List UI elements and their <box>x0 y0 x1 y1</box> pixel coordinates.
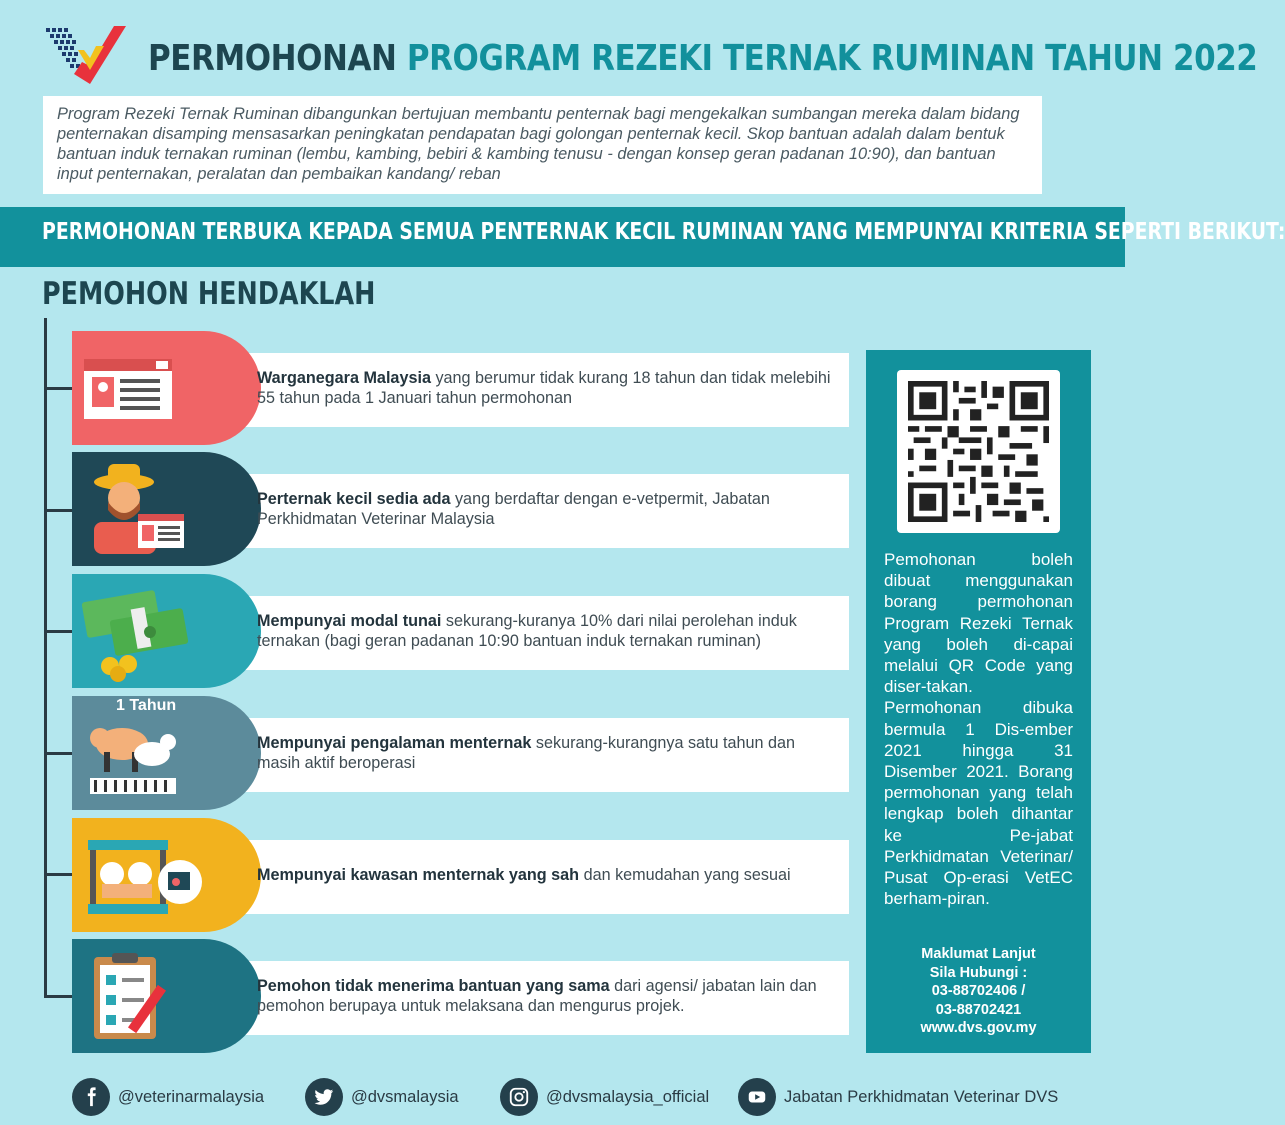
social-youtube[interactable] <box>738 1078 1058 1116</box>
criterion-text: Mempunyai kawasan menternak yang sah dan kemudahan yang sesuai <box>257 866 791 884</box>
page-title <box>148 38 1257 79</box>
twitter-icon <box>305 1078 343 1116</box>
title-part-1: PERMOHONAN <box>148 38 397 79</box>
criterion-farm-area <box>72 818 849 932</box>
website-link[interactable]: www.dvs.gov.my <box>920 1020 1037 1036</box>
qr-code-icon <box>908 381 1049 522</box>
farmer-icon <box>72 452 286 566</box>
criterion-cash-capital <box>72 574 849 688</box>
facebook-icon <box>72 1078 110 1116</box>
tree-branch <box>44 873 72 876</box>
qr-code[interactable] <box>897 370 1060 533</box>
money-icon <box>72 574 286 688</box>
criterion-registered-farmer <box>72 452 849 566</box>
dvs-logo <box>44 22 128 92</box>
phone-number-2: 03-88702421 <box>935 1001 1022 1018</box>
experience-badge: 1 Tahun <box>116 697 177 714</box>
criteria-banner-text: PERMOHONAN TERBUKA KEPADA SEMUA PENTERNAK KECIL RUMINAN YANG MEMPUNYAI KRITERIA SEPERTI BERIKUT: <box>42 219 1285 245</box>
intro-text: Program Rezeki Ternak Ruminan dibangunkan bertujuan membantu penternak bagi mengekalkan sumbangan mereka dalam bidang penternakan disamping mensasarkan peningkatan pendapatan bagi golongan penternak kecil. Skop bantuan adalah dalam bentuk bantuan induk ternakan ruminan (lembu, kambing, bebiri & kambing tenusu - dengan konsep geran padanan 10:90), dan bantuan input penternakan, peralatan dan pembaikan kandang/ reban <box>43 96 1042 194</box>
tree-connector <box>44 318 47 998</box>
youtube-channel: Jabatan Perkhidmatan Veterinar DVS <box>784 1087 1059 1106</box>
tree-branch <box>44 752 72 755</box>
facebook-handle: @veterinarmalaysia <box>118 1087 265 1106</box>
social-twitter[interactable] <box>305 1078 459 1116</box>
criterion-text: Warganegara Malaysia yang berumur tidak kurang 18 tahun dan tidak melebihi 55 tahun pada 1 Januari tahun permohonan <box>257 369 831 407</box>
farm-area-icon <box>72 818 286 932</box>
section-title: PEMOHON HENDAKLAH <box>42 276 376 312</box>
youtube-icon <box>738 1078 776 1116</box>
livestock-icon <box>72 696 286 810</box>
instagram-handle: @dvsmalaysia_official <box>546 1087 710 1106</box>
tree-branch <box>44 630 72 633</box>
tree-branch <box>44 509 72 512</box>
application-info-text: Pemohonan boleh dibuat menggunakan borang permohonan Program Rezeki Ternak yang boleh di-capai melalui QR Code yang diser-takan. Permohonan dibuka bermula 1 Dis-ember 2021 hingga 31 Disember 2021. Borang permohonan yang telah lengkap boleh dihantar ke Pe-jabat Perkhidmatan Veterinar/ Pusat Op-erasi VetEC berham-piran. <box>884 550 1073 909</box>
contact-subtitle: Sila Hubungi : <box>929 964 1028 981</box>
twitter-handle: @dvsmalaysia <box>351 1087 459 1106</box>
instagram-icon <box>500 1078 538 1116</box>
contact-info <box>866 945 1091 1038</box>
criterion-text: Pemohon tidak menerima bantuan yang sama dari agensi/ jabatan lain dan pemohon berupaya untuk melaksana dan mengurus projek. <box>257 977 817 1015</box>
phone-number-1: 03-88702406 / <box>931 983 1026 999</box>
tree-branch <box>44 387 72 390</box>
criterion-experience <box>72 696 849 810</box>
checklist-icon <box>72 939 286 1053</box>
criterion-no-duplicate-aid <box>72 939 849 1053</box>
criterion-text: Perternak kecil sedia ada yang berdaftar dengan e-vetpermit, Jabatan Perkhidmatan Veterinar Malaysia <box>257 490 770 528</box>
criterion-text: Mempunyai pengalaman menternak sekurang-kurangnya satu tahun dan masih aktif beroperasi <box>257 734 796 772</box>
id-card-icon <box>72 331 286 445</box>
tree-branch <box>44 995 72 998</box>
contact-title: Maklumat Lanjut <box>921 946 1036 962</box>
criterion-citizenship <box>72 331 849 445</box>
criterion-text: Mempunyai modal tunai sekurang-kuranya 10% dari nilai perolehan induk ternakan (bagi geran padanan 10:90 bantuan induk ternakan ruminan) <box>257 612 797 650</box>
social-instagram[interactable] <box>500 1078 709 1116</box>
social-facebook[interactable] <box>72 1078 264 1116</box>
title-part-2: PROGRAM REZEKI TERNAK RUMINAN TAHUN 2022 <box>406 38 1258 79</box>
